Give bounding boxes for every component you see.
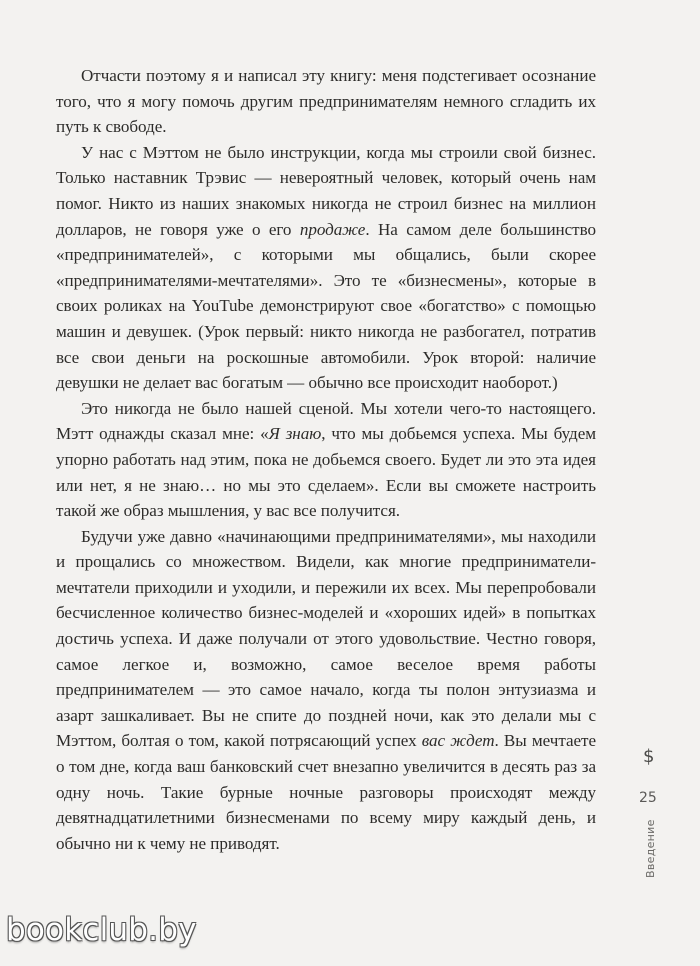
- page-number: 25: [639, 790, 657, 806]
- text-run: Это никогда не было нашей сценой. Мы хотели чего-то настоящего. Мэтт однажды сказал мне: «: [56, 398, 596, 444]
- body-text: [56, 63, 596, 856]
- italic-text: продаже: [299, 219, 366, 239]
- paragraph: [56, 63, 596, 140]
- paragraph: [56, 396, 596, 524]
- text-run: . Вы мечтаете о том дне, когда ваш банковский счет внезапно увеличится в десять раз за одну ночь. Такие бурные ночные разговоры происходят между девятнадцатилетними бизнесменами по всему миру каждый день, и обычно ни к чему не приводят.: [56, 731, 596, 853]
- text-run: Будучи уже давно «начинающими предпринимателями», мы находили и прощались со множеством. Видели, как многие предприниматели-мечтатели приходили и уходили, и пережили их всех. Мы перепробовали бесчисленное количество бизнес-моделей и «хороших идей» в попытках достичь успеха. И даже получали от этого удовольствие. Честно говоря, самое легкое и, возможно, самое веселое время работы предпринимателем — это самое начало, когда ты полон энтузиазма и азарт зашкаливает. Вы не спите до поздней ночи, как это делали мы с Мэттом, болтая о том, какой потрясающий успех: [56, 526, 596, 751]
- text-run: . На самом деле большинство «предпринимателей», с которыми мы общались, были скорее «предпринимателями-мечтателями». Это те «бизнесмены», которые в своих роликах на YouTube демонстрируют свое «богатство» с помощью машин и девушек. (Урок первый: никто никогда не разбогател, потратив все свои деньги на роскошные автомобили. Урок второй: наличие девушки не делает вас богатым — обычно все происходит наоборот.): [56, 219, 596, 393]
- italic-text: вас ждет: [421, 731, 495, 751]
- italic-text: Я знаю: [268, 424, 322, 444]
- paragraph: [56, 524, 596, 857]
- site-watermark: bookclub.by: [6, 912, 197, 948]
- chapter-label: Введение: [644, 819, 657, 878]
- text-run: Отчасти поэтому я и написал эту книгу: меня подстегивает осознание того, что я могу помочь другим предпринимателям немного сгладить их путь к свободе.: [56, 66, 596, 137]
- text-run: У нас с Мэттом не было инструкции, когда мы строили свой бизнес. Только наставник Трэвис — невероятный человек, который очень нам помог. Никто из наших знакомых никогда не строил бизнес на миллион долларов, не говоря уже о его: [56, 142, 596, 239]
- dollar-sign-icon: $: [643, 746, 655, 767]
- text-run: , что мы добьемся успеха. Мы будем упорно работать над этим, пока не добьемся своего. Будет ли это эта идея или нет, я не знаю… но мы это сделаем». Если вы сможете настроить такой же образ мышления, у вас все получится.: [56, 424, 596, 521]
- paragraph: [56, 140, 596, 396]
